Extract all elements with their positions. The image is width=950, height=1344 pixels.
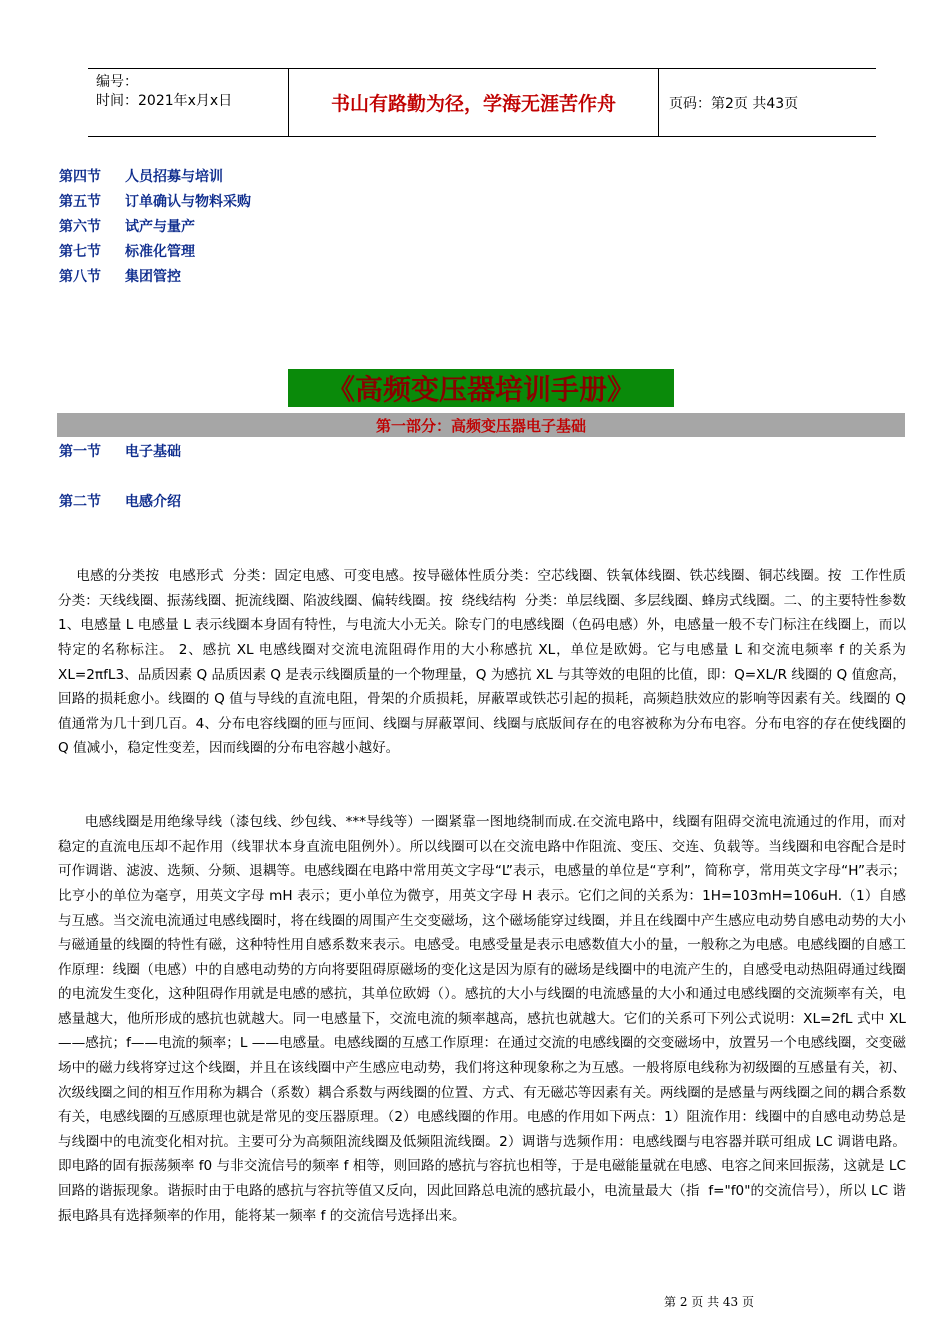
part-heading: 第一部分：高频变压器电子基础	[57, 413, 905, 437]
paragraph: 电感的分类按 电感形式 分类：固定电感、可变电感。按导磁体性质分类：空芯线圈、铁氧体线圈、铁芯线圈、铜芯线圈。按 工作性质 分类：天线线圈、振荡线圈、扼流线圈、陷波线圈、偏转线圈。按 绕线结构 分类：单层线圈、多层线圈、蜂房式线圈。二、的主要特性参数 1、电感量 L 电感量 L 表示线圈本身固有特性，与电流大小无关。除专门的电感线圈（色码电感）外，电感量一般不专门标注在线圈上，而以特定的名称标注。 2、感抗 XL 电感线圈对交流电流阻碍作用的大小称感抗 XL，单位是欧姆。它与电感量 L 和交流电频率 f 的关系为 XL=2πfL3、品质因素 Q 品质因素 Q 是表示线圈质量的一个物理量，Q 为感抗 XL 与其等效的电阻的比值，即：Q=XL/R 线圈的 Q 值愈高，回路的损耗愈小。线圈的 Q 值与导线的直流电阻，骨架的介质损耗，屏蔽罩或铁芯引起的损耗，高频趋肤效应的影响等因素有关。线圈的 Q 值通常为几十到几百。4、分布电容线圈的匝与匝间、线圈与屏蔽罩间、线圈与底版间存在的电容被称为分布电容。分布电容的存在使线圈的 Q 值减小，稳定性变差，因而线圈的分布电容越小越好。	[58, 568, 915, 757]
section-heading-1	[59, 441, 181, 461]
page-header	[88, 68, 876, 137]
section-number: 第一节	[59, 444, 101, 460]
toc-item[interactable]	[59, 243, 251, 268]
toc-item-title: 试产与量产	[125, 219, 195, 235]
toc-item-number: 第四节	[59, 169, 101, 185]
header-info	[88, 69, 288, 136]
document-title: 《高频变压器培训手册》	[288, 369, 674, 407]
section-title: 电子基础	[125, 444, 181, 460]
page-footer: 第 2 页 共 43 页	[664, 1295, 754, 1309]
header-time-label: 时间：2021年x月x日	[96, 93, 233, 109]
toc-item-title: 标准化管理	[125, 244, 195, 260]
toc-item-number: 第五节	[59, 194, 101, 210]
toc-item-number: 第六节	[59, 219, 101, 235]
header-page-label: 页码：第2页 共43页	[669, 95, 799, 112]
toc-item[interactable]	[59, 193, 251, 218]
toc-item-number: 第七节	[59, 244, 101, 260]
section-number: 第二节	[59, 494, 101, 510]
toc-item[interactable]	[59, 218, 251, 243]
toc-item[interactable]	[59, 168, 251, 193]
toc-item-title: 人员招募与培训	[125, 169, 223, 185]
toc-item[interactable]	[59, 268, 251, 293]
body-text	[58, 515, 915, 1253]
section-heading-2	[59, 491, 181, 511]
toc-item-number: 第八节	[59, 269, 101, 285]
header-number-label: 编号：	[96, 74, 138, 90]
section-title: 电感介绍	[125, 494, 181, 510]
table-of-contents	[59, 168, 251, 293]
toc-item-title: 集团管控	[125, 269, 181, 285]
toc-item-title: 订单确认与物料采购	[125, 194, 251, 210]
paragraph: 电感线圈是用绝缘导线（漆包线、纱包线、***导线等）一圈紧靠一图地绕制而成.在交流电路中，线圈有阻碍交流电流通过的作用，而对稳定的直流电压却不起作用（线罪状本身直流电阻例外）。所以线圈可以在交流电路中作阻流、变压、交连、负载等。当线圈和电容配合是时可作调谐、滤波、选频、分频、退耦等。电感线圈在电路中常用英文字母“L”表示，电感量的单位是“亨利”，简称亨，常用英文字母“H”表示；比亨小的单位为毫亨，用英文字母 mH 表示；更小单位为微亨，用英文字母 H 表示。它们之间的关系为：1H=103mH=106uH.（1）自感与互感。当交流电流通过电感线圈时，将在线圈的周围产生交变磁场，这个磁场能穿过线圈，并且在线圈中产生感应电动势自感电动势的大小与磁通量的线圈的特性有磁，这种特性用自感系数来表示。电感受。电感受量是表示电感数值大小的量，一般称之为电感。电感线圈的自感工作原理：线圈（电感）中的自感电动势的方向将要阻碍原磁场的变化这是因为原有的磁场是线圈中的电流产生的，自感受电动热阻碍通过线圈的电流发生变化，这种阻碍作用就是电感的感抗，其单位欧姆（）。感抗的大小与线圈的电流感量的大小和通过电感线圈的交流频率有关，电感量越大，他所形成的感抗也就越大。同一电感量下，交流电流的频率越高，感抗也就越大。它们的关系可下列公式说明：XL=2fL 式中 XL——感抗；f——电流的频率；L ——电感量。电感线圈的互感工作原理：在通过交流的电感线圈的交变磁场中，放置另一个电感线圈，交变磁场中的磁力线将穿过这个线圈，并且在该线圈中产生感应电动势，我们将这种现象称之为互感。一般将原电线称为初级圈的互感量有关，初、次级线圈之间的相互作用称为耦合（系数）耦合系数与两线圈的位置、方式、有无磁芯等因素有关。两线圈的是感量与两线圈之间的耦合系数有关，电感线圈的互感原理也就是常见的变压器原理。（2）电感线圈的作用。电感的作用如下两点：1）阻流作用：线圈中的自感电动势总是与线圈中的电流变化相对抗。主要可分为高频阻流线圈及低频阻流线圈。2）调谐与选频作用：电感线圈与电容器并联可组成 LC 调谐电路。即电路的固有振荡频率 f0 与非交流信号的频率 f 相等，则回路的感抗与容抗也相等，于是电磁能量就在电感、电容之间来回振荡，这就是 LC 回路的谐振现象。谐振时由于电路的感抗与容抗等值又反向，因此回路总电流的感抗最小，电流量最大（指 f="f0"的交流信号），所以 LC 谐振电路具有选择频率的作用，能将某一频率 f 的交流信号选择出来。	[58, 814, 911, 1224]
header-motto: 书山有路勤为径，学海无涯苦作舟	[288, 69, 659, 136]
